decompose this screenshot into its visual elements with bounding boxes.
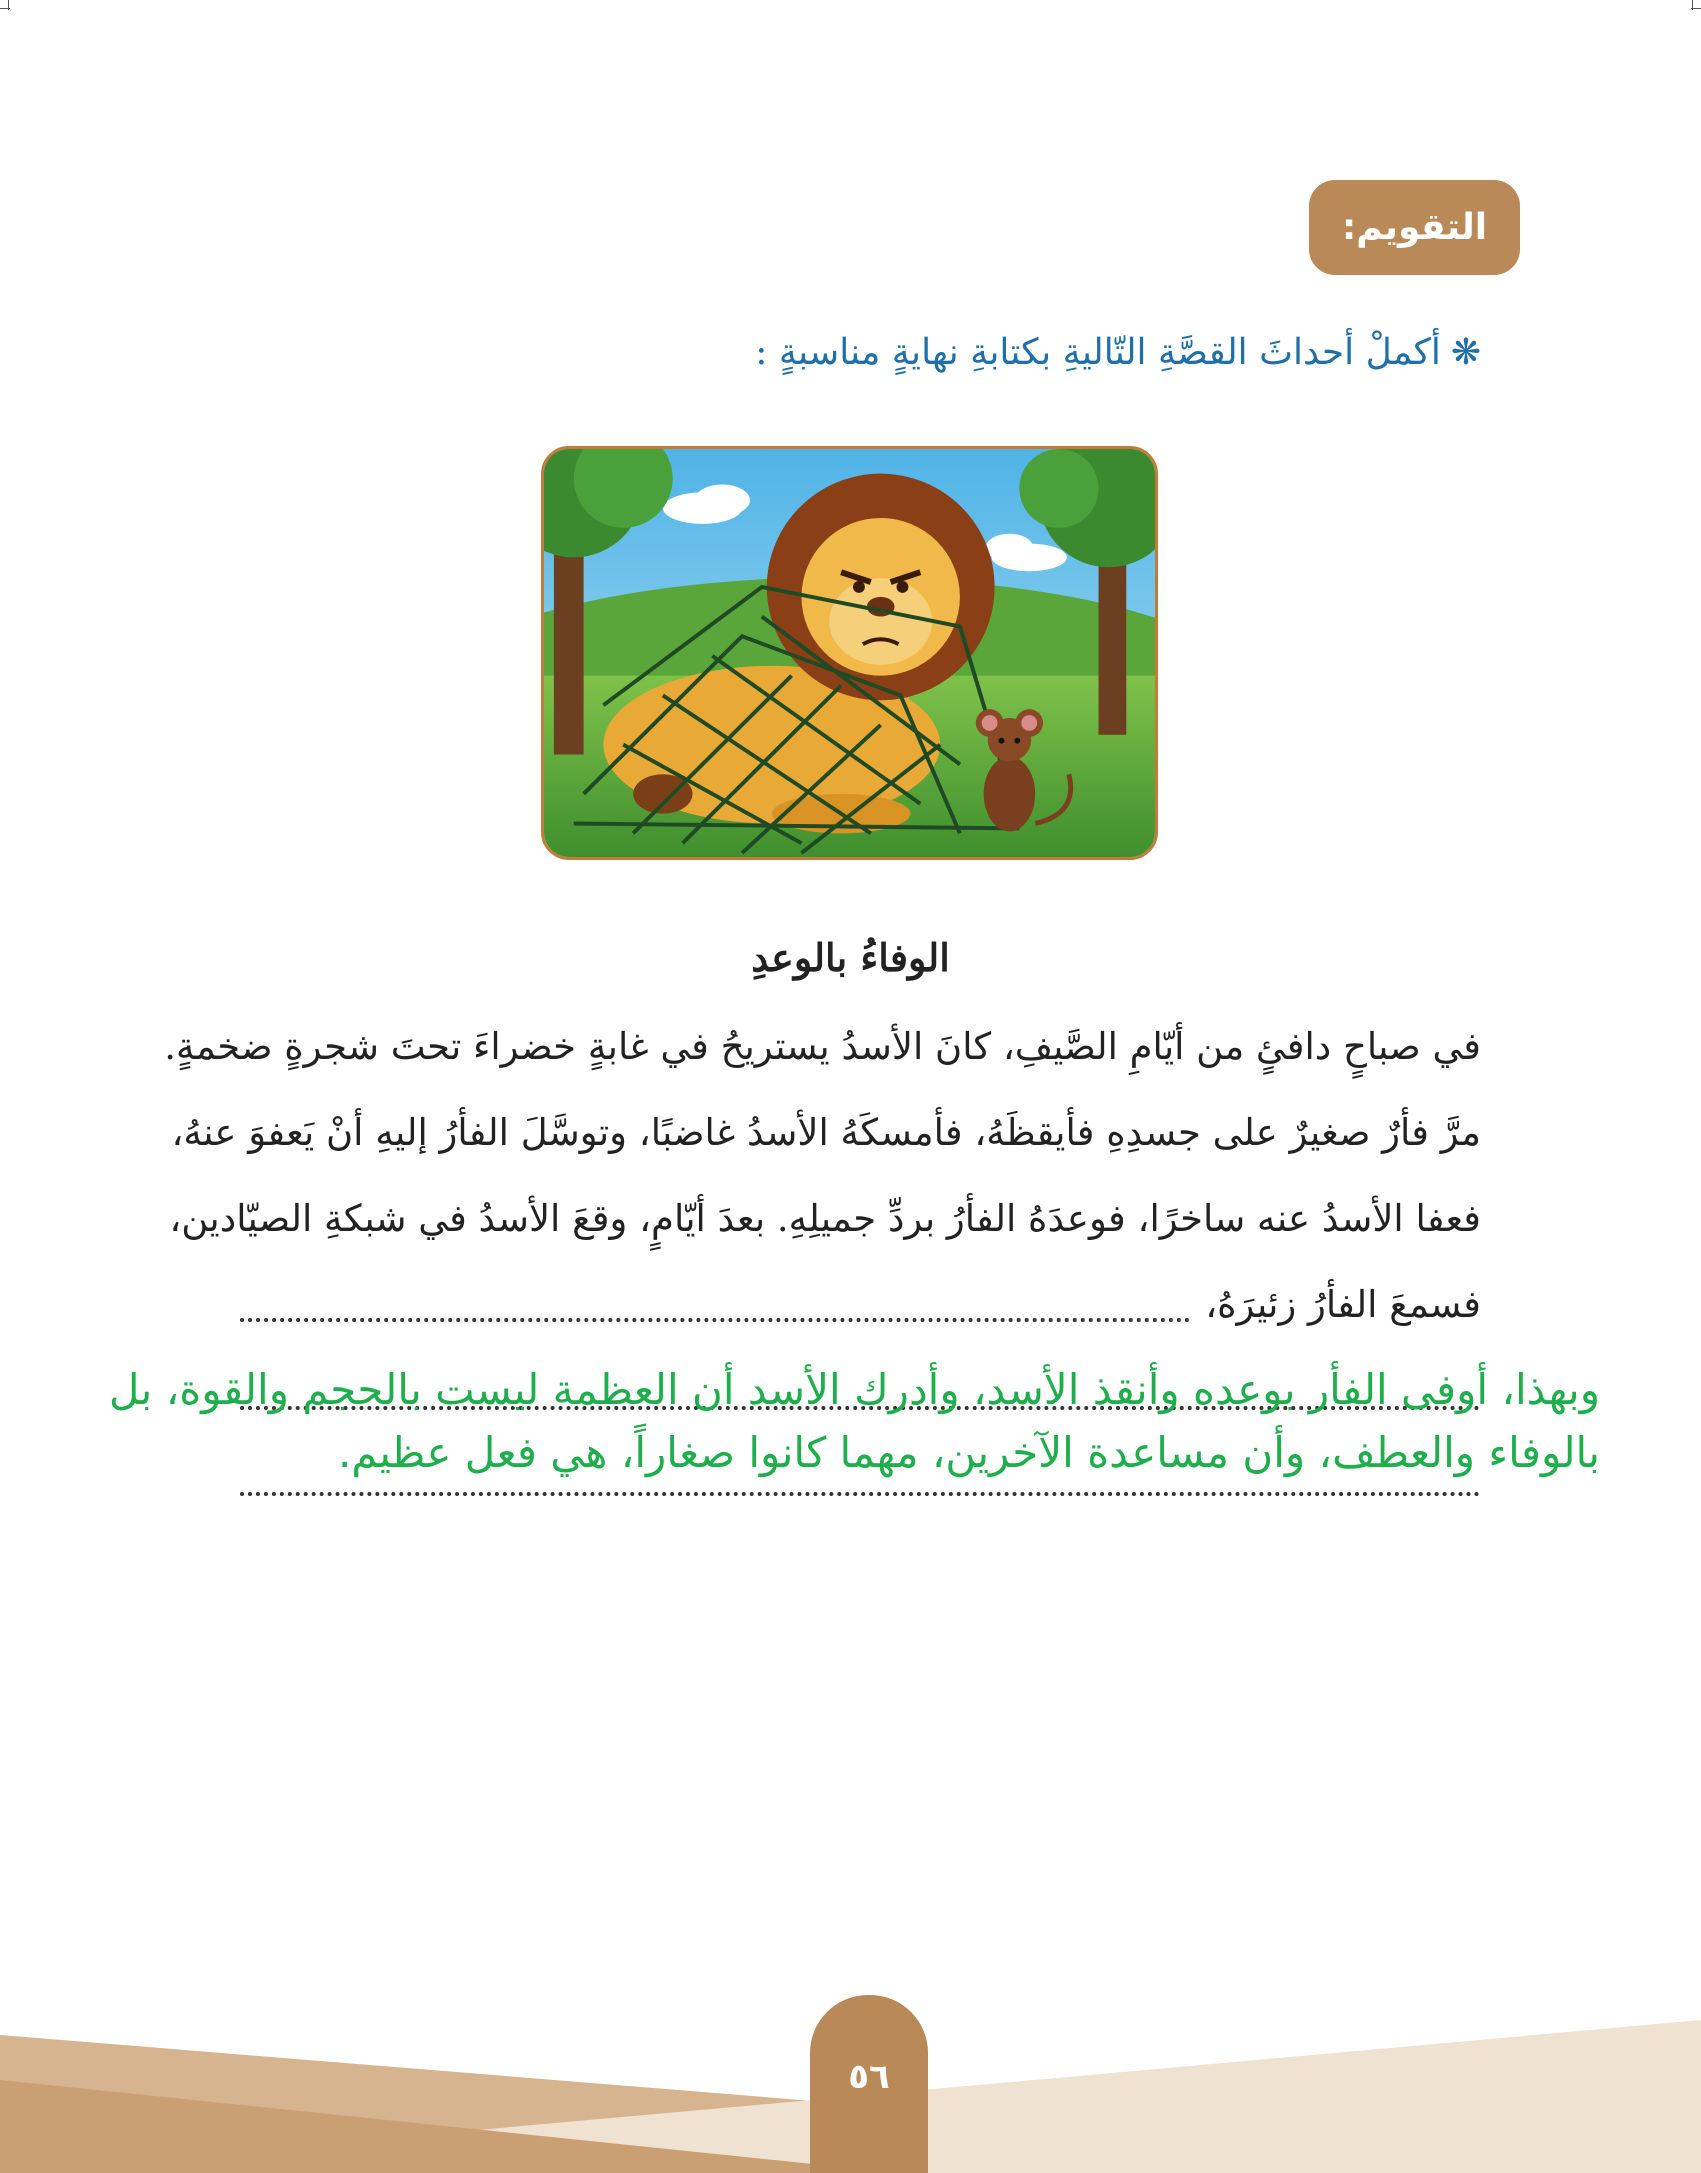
- lion-mouse-image: [544, 449, 1155, 857]
- story-line: فعفا الأسدُ عنه ساخرًا، فوعدَهُ الفأرُ بردِّ جميلِهِ. بعدَ أيّامٍ، وقعَ الأسدُ في شبكةِ الصيّادين،: [169, 1197, 1481, 1240]
- student-answer-line: بالوفاء والعطف، وأن مساعدة الآخرين، مهما كانوا صغاراً، هي فعل عظيم.: [337, 1428, 1600, 1477]
- student-answer-line: وبهذا، أوفى الفأر بوعده وأنقذ الأسد، وأدرك الأسد أن العظمة ليست بالحجم والقوة، بل: [108, 1365, 1600, 1414]
- instruction-text: أكملْ أحداثَ القصَّةِ التّاليةِ بكتابةِ نهايةٍ مناسبةٍ :: [755, 332, 1441, 373]
- page-number-badge: [810, 1995, 928, 2173]
- answer-dotted-line: [240, 1492, 1480, 1496]
- asterisk-icon: ❋: [1450, 332, 1481, 373]
- story-line: في صباحٍ دافئٍ من أيّامِ الصَّيفِ، كانَ الأسدُ يستريحُ في غابةٍ خضراءَ تحتَ شجرةٍ ضخمةٍ.: [164, 1025, 1481, 1068]
- story-line: مرَّ فأرٌ صغيرٌ على جسدِهِ فأيقظَهُ، فأمسكَهُ الأسدُ غاضبًا، وتوسَّلَ الفأرُ إليهِ أنْ يَعفوَ عنهُ،: [171, 1111, 1481, 1154]
- page-number: ٥٦: [848, 2057, 890, 2097]
- story-illustration: [541, 446, 1158, 860]
- section-label: التقويم:: [1341, 207, 1488, 248]
- story-line: فسمعَ الفأرُ زئيرَهُ،: [1205, 1283, 1481, 1326]
- crop-mark: [8, 0, 9, 10]
- instruction: [281, 332, 1481, 373]
- crop-mark: [1692, 0, 1693, 10]
- section-badge: [1309, 180, 1520, 275]
- answer-dotted-line: [240, 1318, 1190, 1322]
- story-title: الوفاءُ بالوعدِ: [751, 935, 950, 980]
